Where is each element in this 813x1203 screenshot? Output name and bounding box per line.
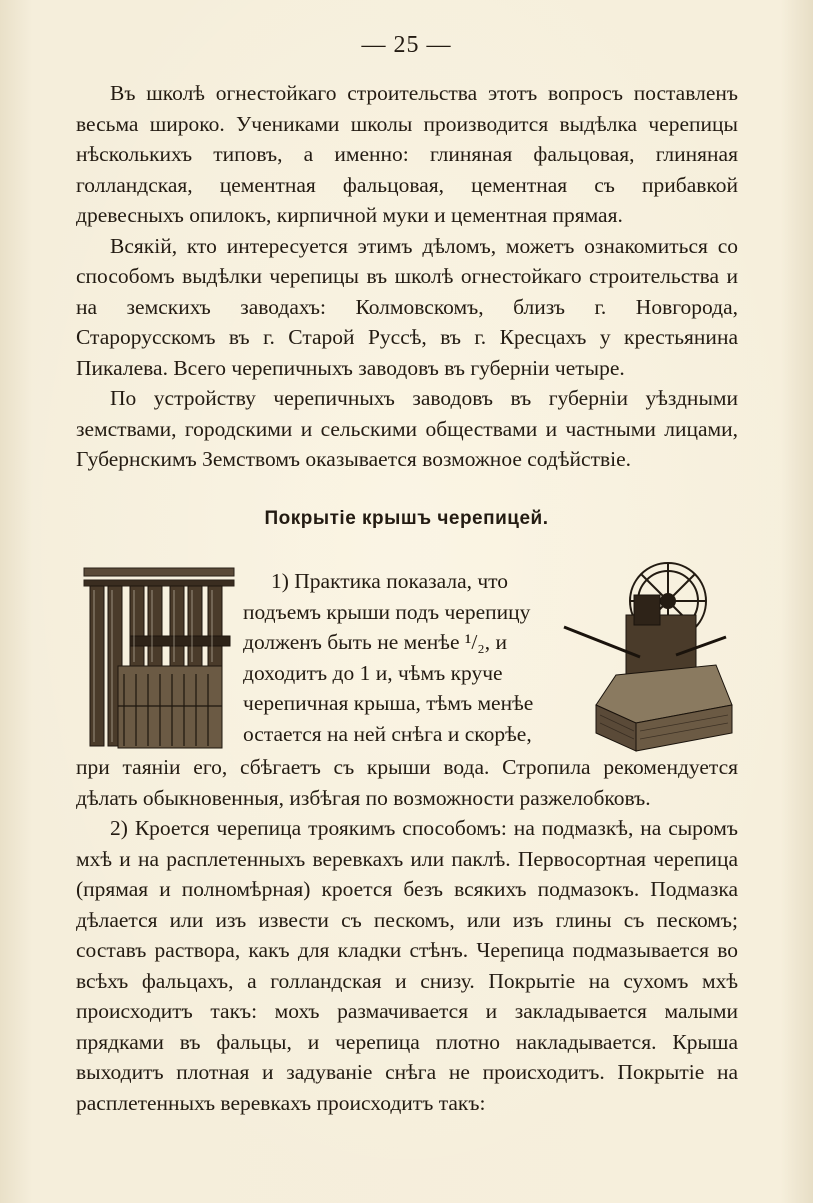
paragraph: 2) Кроется черепица троякимъ способомъ: на подмазкѣ, на сыромъ мхѣ и на расплетенныхъ веревкахъ или паклѣ. Первосортная черепица (прямая и полномѣрная) кроется безъ всякихъ подмазокъ. Подмазка дѣлается или изъ извести съ пескомъ, или изъ глины съ пескомъ; составъ раствора, какъ для кладки стѣнъ. Черепица подмазывается во всѣхъ фальцахъ, а голландская и снизу. Покрытіе на сухомъ мхѣ происходитъ такъ: мохъ размачивается и закладывается малыми прядками въ фальцы, и черепица плотно накладывается. Крыша выходитъ плотная и задуваніе снѣга не происходитъ. Покрытіе на расплетенныхъ веревкахъ происходитъ такъ: bbox=[76, 816, 738, 1115]
text-line: остается на ней снѣга и скорѣе, bbox=[243, 721, 532, 746]
text-line: подъемъ крыши подъ черепицу bbox=[243, 599, 531, 624]
tile-press-illustration bbox=[556, 555, 744, 755]
paragraph: Всякій, кто интересуется этимъ дѣломъ, можетъ ознакомиться со способомъ выдѣлки черепицы въ школѣ огнестойкаго строительства и на земскихъ заводахъ: Колмовскомъ, близъ г. Новгорода, Старорусскомъ въ г. Старой Руссѣ, въ г. Кресцахъ у крестьянина Пикалева. Всего черепичныхъ заводовъ въ губерніи четыре. bbox=[76, 233, 738, 380]
page-number: — 25 — bbox=[361, 32, 452, 58]
text-line: доходитъ до 1 и, чѣмъ круче bbox=[243, 660, 503, 685]
section-heading: Покрытіе крышъ черепицей. bbox=[264, 508, 549, 529]
text-block-top bbox=[76, 78, 738, 475]
text-block-bottom bbox=[76, 752, 738, 1118]
roof-tiles-illustration bbox=[78, 566, 242, 756]
text-line: долженъ быть не менѣе ¹/₂, и bbox=[243, 630, 508, 654]
text-line: 1) Практика показала, что bbox=[271, 569, 509, 593]
paragraph-continuation: при таяніи его, сбѣгаетъ съ крыши вода. Стропила рекомендуется дѣлать обыкновенныя, избѣгая по возможности разжелобковъ. bbox=[76, 755, 738, 810]
paragraph: Въ школѣ огнестойкаго строительства этотъ вопросъ поставленъ весьма широко. Учениками школы производится выдѣлка черепицы нѣсколькихъ типовъ, а именно: глиняная фальцовая, глиняная голландская, цементная фальцовая, цементная съ прибавкой древесныхъ опилокъ, кирпичной муки и цементная прямая. bbox=[76, 81, 738, 227]
text-line: черепичная крыша, тѣмъ менѣе bbox=[243, 691, 534, 715]
wrapped-paragraph-1 bbox=[243, 566, 557, 749]
paragraph: По устройству черепичныхъ заводовъ въ губерніи уѣздными земствами, городскими и сельскими обществами и частными лицами, Губернскимъ Земствомъ оказывается возможное содѣйствіе. bbox=[76, 386, 738, 471]
